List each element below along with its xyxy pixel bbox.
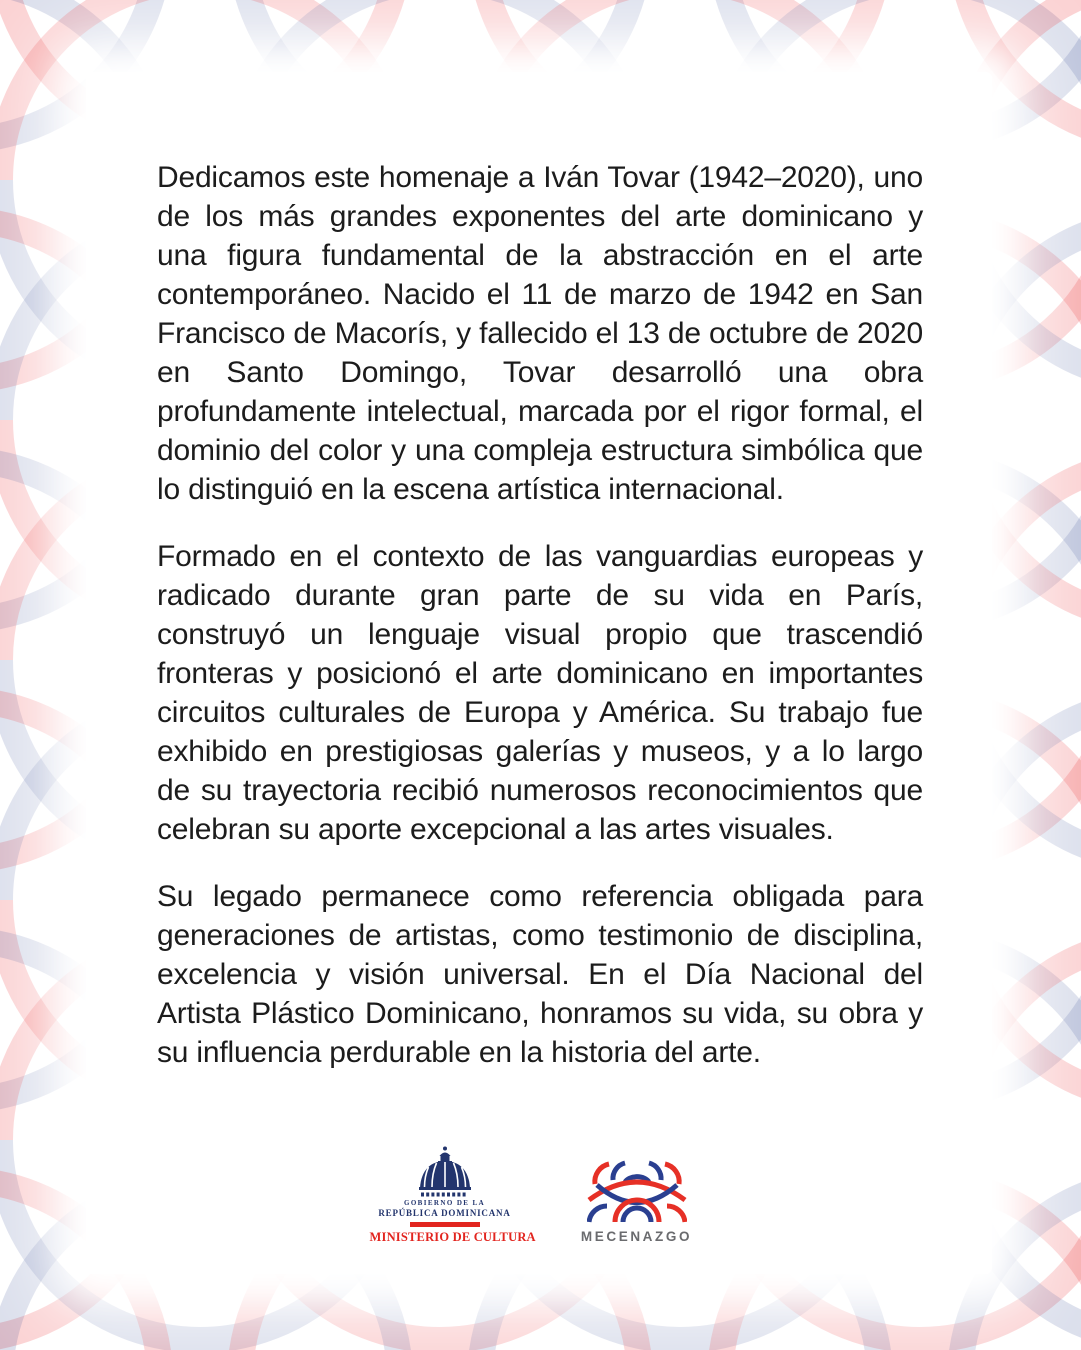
tribute-text <box>157 158 923 1100</box>
logo-footer <box>0 1146 1081 1244</box>
mecenazgo-logo <box>562 1158 712 1244</box>
government-line1: GOBIERNO DE LA <box>403 1199 486 1207</box>
red-divider-bar <box>410 1222 480 1227</box>
government-logo <box>369 1146 536 1244</box>
government-line2: REPÚBLICA DOMINICANA <box>378 1208 511 1218</box>
paragraph-2: Formado en el contexto de las vanguardias europeas y radicado durante gran parte de su vida en París, construyó un lenguaje visual propio que trascendió fronteras y posicionó el arte dominicano en importantes circuitos culturales de Europa y América. Su trabajo fue exhibido en prestigiosas galerías y museos, y a lo largo de su trayectoria recibió numerosos reconocimientos que celebran su aporte excepcional a las artes visuales. <box>157 540 923 846</box>
paragraph-3: Su legado permanece como referencia obligada para generaciones de artistas, como testimonio de disciplina, excelencia y visión universal. En el Día Nacional del Artista Plástico Dominicano, honramos su vida, su obra y su influencia perdurable en la historia del arte. <box>157 880 923 1069</box>
mecenazgo-arcs-icon <box>587 1158 687 1224</box>
ministry-label: MINISTERIO DE CULTURA <box>369 1230 536 1244</box>
paragraph-1: Dedicamos este homenaje a Iván Tovar (1942–2020), uno de los más grandes exponentes del arte dominicano y una figura fundamental de la abstracción en el arte contemporáneo. Nacido el 11 de marzo de 1942 en San Francisco de Macorís, y fallecido el 13 de octubre de 2020 en Santo Domingo, Tovar desarrolló una obra profundamente intelectual, marcada por el rigor formal, el dominio del color y una compleja estructura simbólica que lo distinguió en la escena artística internacional. <box>157 161 923 506</box>
mecenazgo-wordmark: MECENAZGO <box>580 1229 693 1244</box>
national-palace-dome-icon <box>412 1146 478 1198</box>
